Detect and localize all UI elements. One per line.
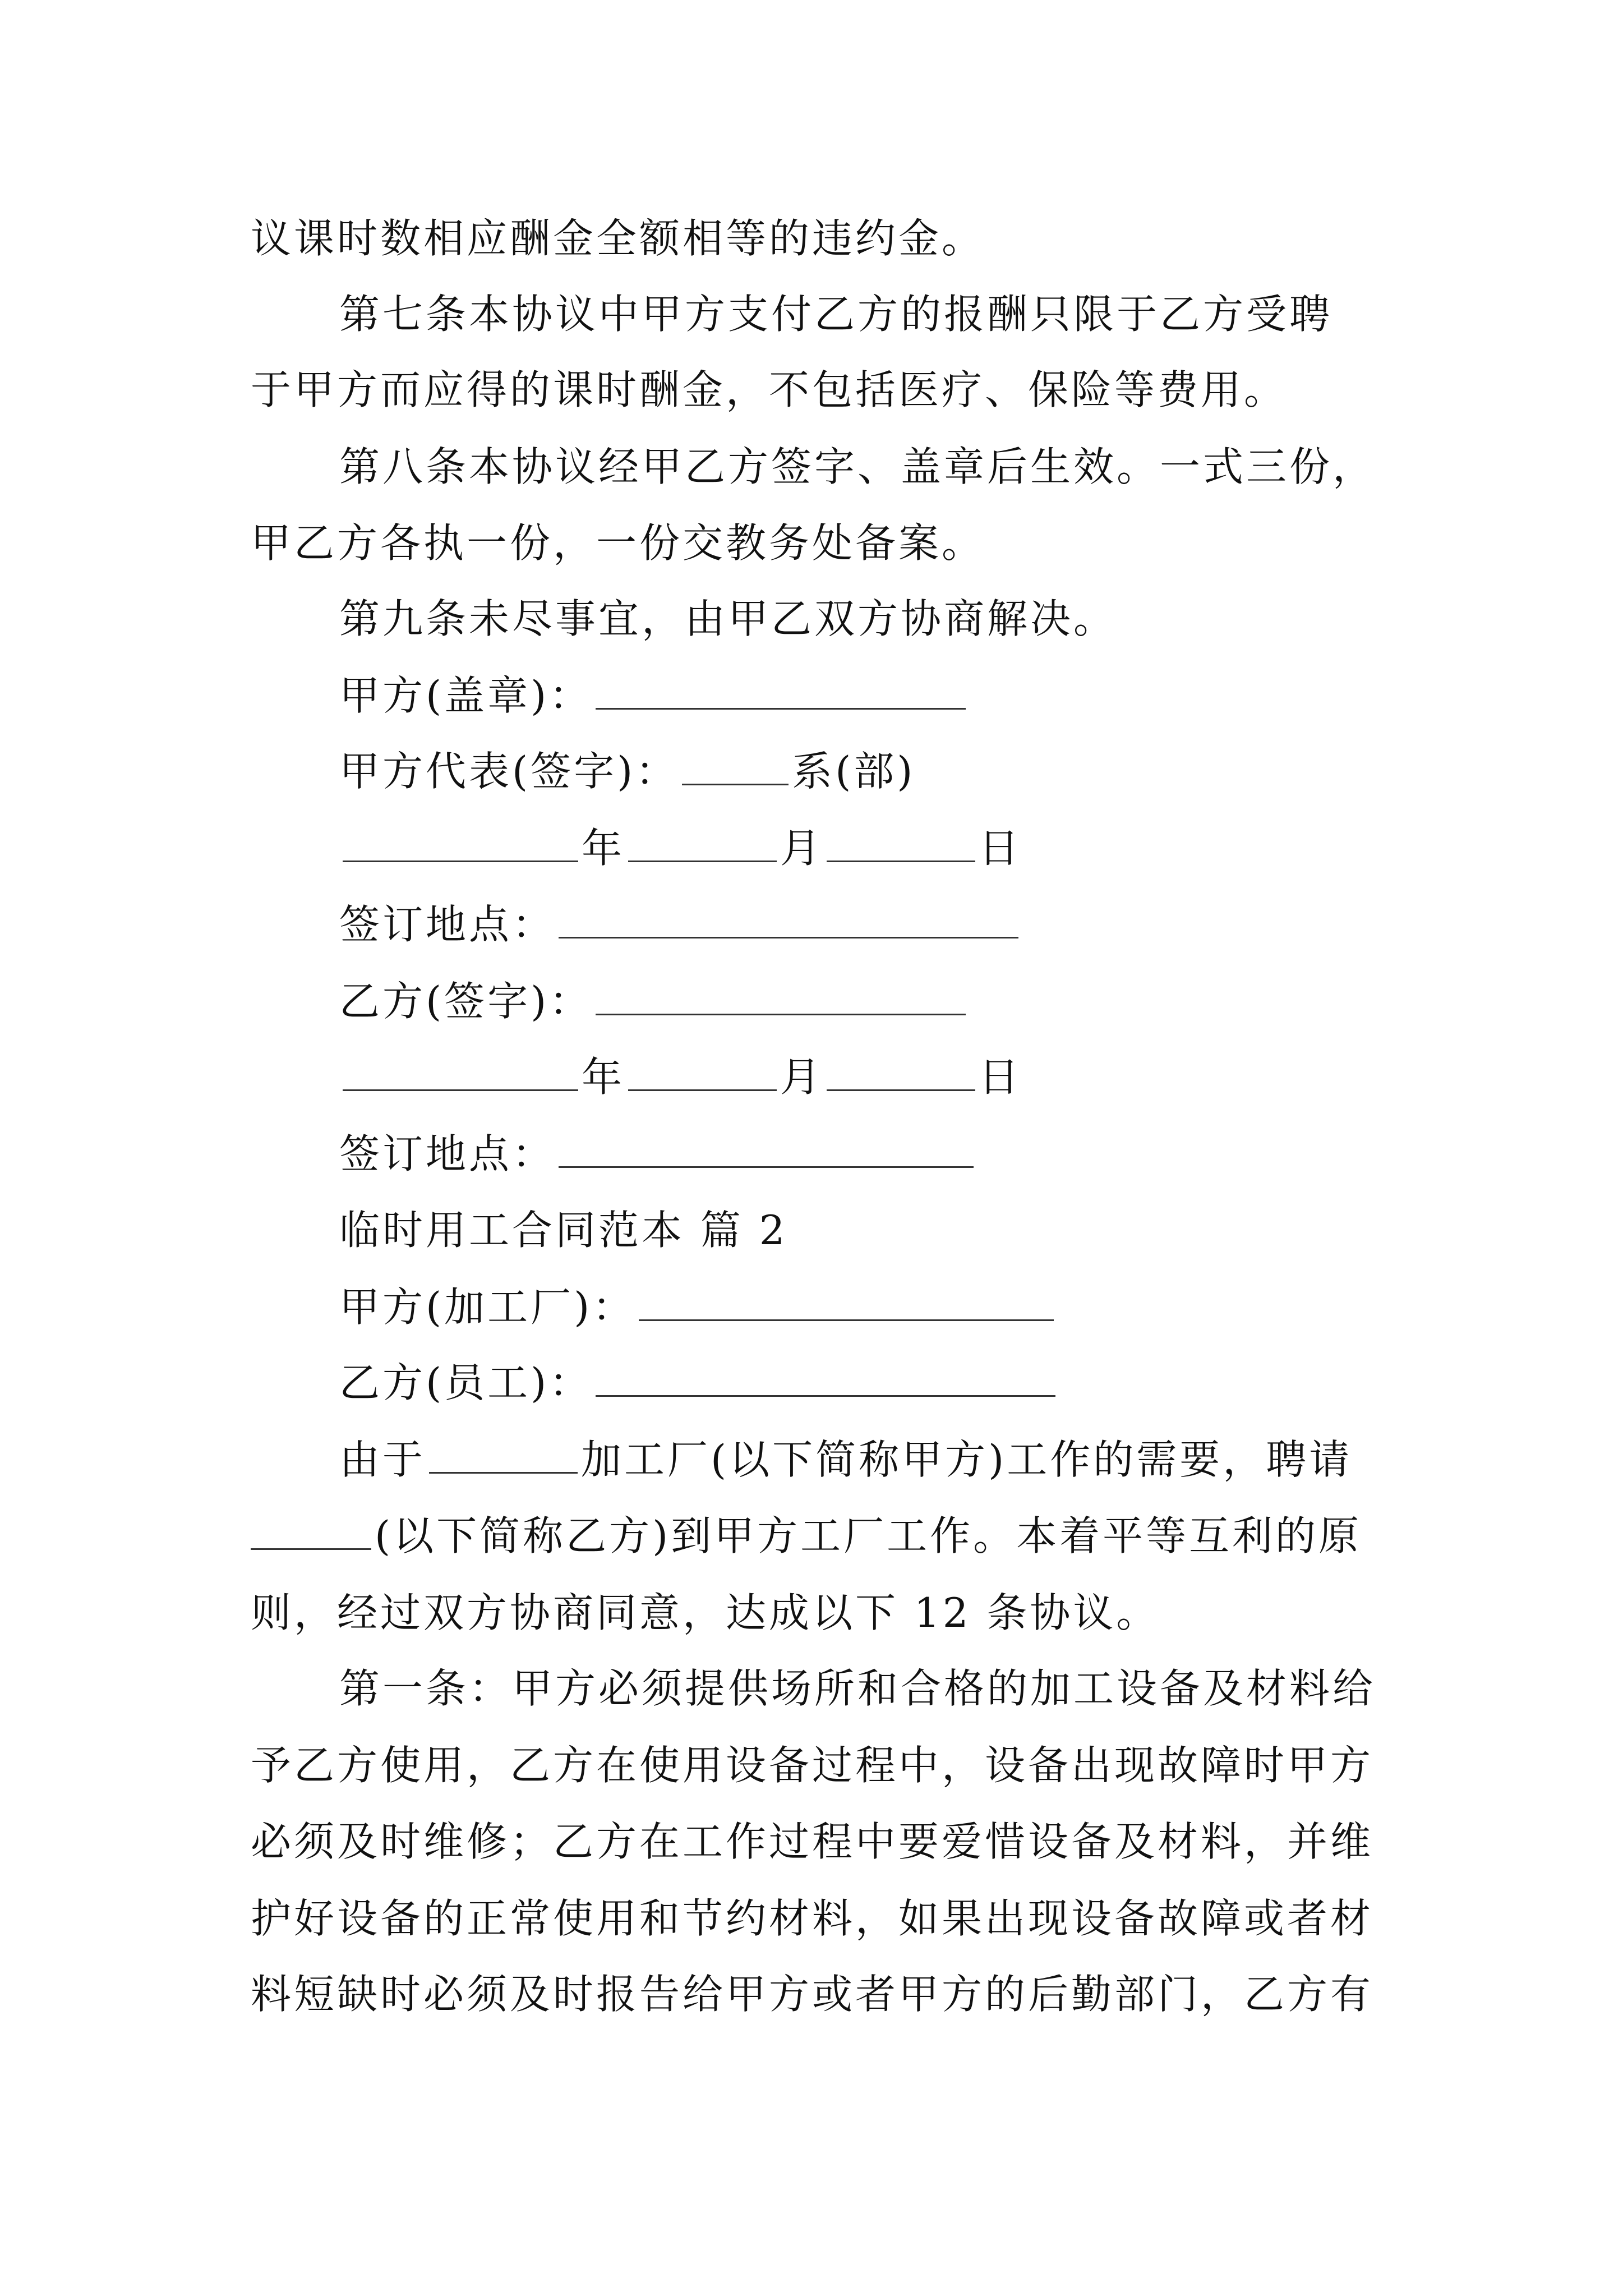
party-b-sign-label: 乙方(签字)： <box>339 978 593 1025</box>
party-a-rep-label: 甲方代表(签字)： <box>339 748 679 795</box>
sign-place-label: 签订地点： <box>339 901 556 948</box>
intro-rest: 加工厂(以下简称甲方)工作的需要，聘请 <box>581 1436 1353 1483</box>
party-a-seal-row <box>339 665 969 726</box>
factory-name-blank <box>429 1472 578 1474</box>
article-7-line-1: 第七条本协议中甲方支付乙方的报酬只限于乙方受聘 <box>339 291 1333 338</box>
sign-place-row-a <box>339 894 1022 955</box>
factory-label: 甲方(加工厂)： <box>339 1283 636 1331</box>
dept-label: 系(部) <box>792 748 916 795</box>
intro-line-3: 则，经过双方协商同意，达成以下 12 条协议。 <box>251 1589 1160 1636</box>
day-label: 日 <box>979 1053 1022 1101</box>
paragraph-line: 议课时数相应酬金全额相等的违约金。 <box>251 215 985 262</box>
date-row-b <box>339 1046 1022 1108</box>
employee-blank <box>596 1395 1055 1397</box>
year-label: 年 <box>582 825 625 872</box>
month-label: 月 <box>780 1053 824 1101</box>
section-2-title: 临时用工合同范本 篇 2 <box>339 1207 788 1254</box>
article-7-line-2: 于甲方而应得的课时酬金，不包括医疗、保险等费用。 <box>251 366 1288 413</box>
employee-name-blank <box>251 1548 371 1550</box>
sign-place-blank <box>559 1166 974 1168</box>
month-label: 月 <box>780 825 824 872</box>
intro-line-2-text: (以下简称乙方)到甲方工厂工作。本着平等互利的原 <box>375 1512 1362 1559</box>
day-label: 日 <box>979 825 1022 872</box>
year-blank <box>343 1089 578 1091</box>
article-1-line-2: 予乙方使用，乙方在使用设备过程中，设备出现故障时甲方 <box>251 1742 1374 1789</box>
employee-row <box>339 1352 1059 1414</box>
sign-place-label: 签订地点： <box>339 1130 556 1177</box>
party-a-seal-label: 甲方(盖章)： <box>339 672 593 719</box>
date-row-a <box>339 817 1022 879</box>
day-blank <box>827 861 975 862</box>
sign-place-row-b <box>339 1123 977 1185</box>
year-label: 年 <box>582 1053 625 1101</box>
month-blank <box>628 1089 777 1091</box>
factory-row <box>339 1276 1057 1338</box>
sign-place-blank <box>559 937 1018 938</box>
party-a-seal-blank <box>596 708 966 710</box>
party-a-rep-blank <box>682 784 789 785</box>
article-8-line-1: 第八条本协议经甲乙方签字、盖章后生效。一式三份， <box>339 443 1376 490</box>
article-9: 第九条未尽事宜，由甲乙双方协商解决。 <box>339 595 1117 642</box>
party-a-rep-row <box>339 740 915 802</box>
article-1-line-5: 料短缺时必须及时报告给甲方或者甲方的后勤部门，乙方有 <box>251 1971 1374 2018</box>
party-b-sign-row <box>339 970 969 1032</box>
article-8-line-2: 甲乙方各执一份，一份交教务处备案。 <box>251 519 985 567</box>
intro-line-2 <box>251 1505 1362 1567</box>
intro-prefix: 由于 <box>339 1436 426 1483</box>
article-1-line-3: 必须及时维修；乙方在工作过程中要爱惜设备及材料，并维 <box>251 1818 1374 1865</box>
factory-blank <box>639 1319 1054 1321</box>
article-1-line-4: 护好设备的正常使用和节约材料，如果出现设备故障或者材 <box>251 1895 1374 1942</box>
party-b-sign-blank <box>596 1014 966 1015</box>
intro-line-1 <box>339 1429 1352 1490</box>
year-blank <box>343 861 578 862</box>
month-blank <box>628 861 777 862</box>
day-blank <box>827 1089 975 1091</box>
article-1-line-1: 第一条：甲方必须提供场所和合格的加工设备及材料给 <box>339 1665 1376 1712</box>
employee-label: 乙方(员工)： <box>339 1359 593 1406</box>
